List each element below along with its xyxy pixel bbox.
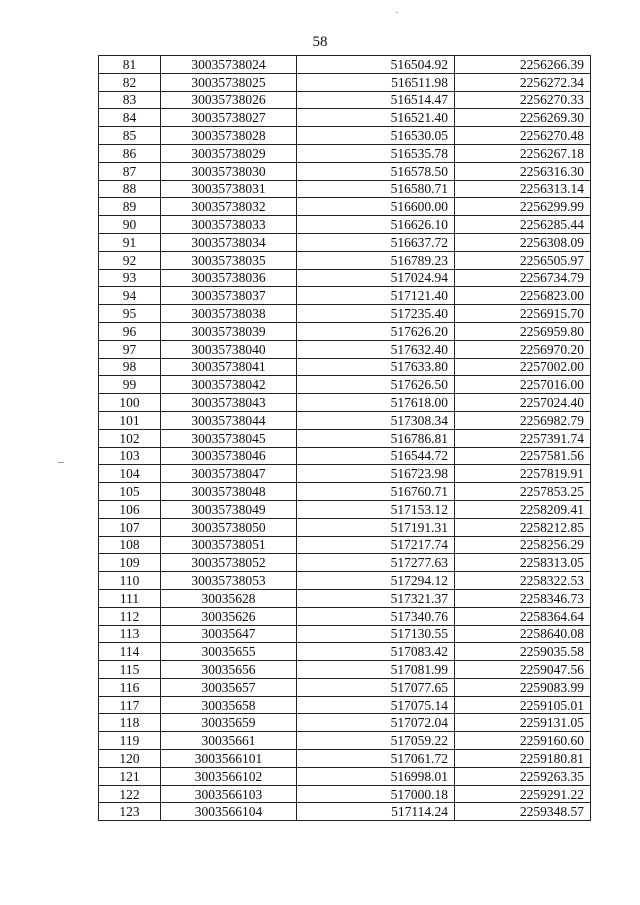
table-row	[99, 233, 591, 251]
coordinates-table-body	[99, 56, 591, 821]
table-row	[99, 429, 591, 447]
table-row	[99, 572, 591, 590]
point-number-cell: 122	[99, 785, 161, 803]
table-row	[99, 536, 591, 554]
y-coordinate-cell: 2258209.41	[455, 500, 591, 518]
y-coordinate-cell: 2256316.30	[455, 162, 591, 180]
y-coordinate-cell: 2256270.48	[455, 127, 591, 145]
point-number-cell: 93	[99, 269, 161, 287]
point-id-cell: 30035738048	[161, 483, 297, 501]
table-row	[99, 483, 591, 501]
point-number-cell: 87	[99, 162, 161, 180]
point-number-cell: 102	[99, 429, 161, 447]
point-number-cell: 110	[99, 572, 161, 590]
point-number-cell: 85	[99, 127, 161, 145]
point-id-cell: 3003566104	[161, 803, 297, 821]
x-coordinate-cell: 517235.40	[297, 305, 455, 323]
table-row	[99, 376, 591, 394]
y-coordinate-cell: 2259131.05	[455, 714, 591, 732]
point-number-cell: 106	[99, 500, 161, 518]
y-coordinate-cell: 2257002.00	[455, 358, 591, 376]
point-number-cell: 82	[99, 73, 161, 91]
point-id-cell: 30035655	[161, 643, 297, 661]
point-id-cell: 30035738052	[161, 554, 297, 572]
y-coordinate-cell: 2258212.85	[455, 518, 591, 536]
point-number-cell: 99	[99, 376, 161, 394]
point-number-cell: 97	[99, 340, 161, 358]
point-id-cell: 30035738051	[161, 536, 297, 554]
point-number-cell: 114	[99, 643, 161, 661]
table-row	[99, 251, 591, 269]
x-coordinate-cell: 516789.23	[297, 251, 455, 269]
point-number-cell: 107	[99, 518, 161, 536]
point-number-cell: 92	[99, 251, 161, 269]
point-number-cell: 98	[99, 358, 161, 376]
table-row	[99, 465, 591, 483]
point-id-cell: 3003566103	[161, 785, 297, 803]
x-coordinate-cell: 517277.63	[297, 554, 455, 572]
x-coordinate-cell: 517217.74	[297, 536, 455, 554]
table-row	[99, 340, 591, 358]
point-id-cell: 30035738035	[161, 251, 297, 269]
table-row	[99, 767, 591, 785]
x-coordinate-cell: 516637.72	[297, 233, 455, 251]
table-row	[99, 696, 591, 714]
point-id-cell: 30035738043	[161, 394, 297, 412]
y-coordinate-cell: 2259047.56	[455, 661, 591, 679]
table-row	[99, 162, 591, 180]
point-id-cell: 30035738050	[161, 518, 297, 536]
point-id-cell: 30035738027	[161, 109, 297, 127]
y-coordinate-cell: 2258256.29	[455, 536, 591, 554]
x-coordinate-cell: 516521.40	[297, 109, 455, 127]
x-coordinate-cell: 517633.80	[297, 358, 455, 376]
table-row	[99, 180, 591, 198]
x-coordinate-cell: 517130.55	[297, 625, 455, 643]
table-row	[99, 661, 591, 679]
y-coordinate-cell: 2259105.01	[455, 696, 591, 714]
y-coordinate-cell: 2258640.08	[455, 625, 591, 643]
x-coordinate-cell: 517121.40	[297, 287, 455, 305]
point-id-cell: 30035738032	[161, 198, 297, 216]
y-coordinate-cell: 2258322.53	[455, 572, 591, 590]
table-row	[99, 287, 591, 305]
y-coordinate-cell: 2259035.58	[455, 643, 591, 661]
point-id-cell: 30035738039	[161, 322, 297, 340]
point-number-cell: 105	[99, 483, 161, 501]
point-id-cell: 30035738026	[161, 91, 297, 109]
point-number-cell: 103	[99, 447, 161, 465]
point-id-cell: 30035738024	[161, 56, 297, 74]
point-id-cell: 30035738045	[161, 429, 297, 447]
y-coordinate-cell: 2256915.70	[455, 305, 591, 323]
point-id-cell: 30035738041	[161, 358, 297, 376]
x-coordinate-cell: 516530.05	[297, 127, 455, 145]
y-coordinate-cell: 2256285.44	[455, 216, 591, 234]
point-number-cell: 113	[99, 625, 161, 643]
point-number-cell: 91	[99, 233, 161, 251]
table-row	[99, 678, 591, 696]
table-row	[99, 518, 591, 536]
point-id-cell: 30035738028	[161, 127, 297, 145]
point-id-cell: 3003566101	[161, 750, 297, 768]
table-row	[99, 785, 591, 803]
x-coordinate-cell: 517618.00	[297, 394, 455, 412]
y-coordinate-cell: 2257024.40	[455, 394, 591, 412]
table-row	[99, 554, 591, 572]
table-row	[99, 91, 591, 109]
x-coordinate-cell: 517075.14	[297, 696, 455, 714]
point-number-cell: 100	[99, 394, 161, 412]
table-row	[99, 56, 591, 74]
table-row	[99, 447, 591, 465]
point-id-cell: 30035738025	[161, 73, 297, 91]
table-row	[99, 305, 591, 323]
table-row	[99, 625, 591, 643]
point-id-cell: 30035628	[161, 589, 297, 607]
point-number-cell: 115	[99, 661, 161, 679]
margin-mark	[58, 462, 64, 463]
point-number-cell: 101	[99, 411, 161, 429]
point-id-cell: 30035738049	[161, 500, 297, 518]
x-coordinate-cell: 517308.34	[297, 411, 455, 429]
point-id-cell: 30035738037	[161, 287, 297, 305]
x-coordinate-cell: 517000.18	[297, 785, 455, 803]
point-number-cell: 118	[99, 714, 161, 732]
y-coordinate-cell: 2256970.20	[455, 340, 591, 358]
x-coordinate-cell: 517061.72	[297, 750, 455, 768]
point-id-cell: 30035738036	[161, 269, 297, 287]
y-coordinate-cell: 2256959.80	[455, 322, 591, 340]
x-coordinate-cell: 517632.40	[297, 340, 455, 358]
point-number-cell: 86	[99, 144, 161, 162]
point-number-cell: 83	[99, 91, 161, 109]
y-coordinate-cell: 2259263.35	[455, 767, 591, 785]
point-id-cell: 3003566102	[161, 767, 297, 785]
y-coordinate-cell: 2257581.56	[455, 447, 591, 465]
table-row	[99, 144, 591, 162]
x-coordinate-cell: 517191.31	[297, 518, 455, 536]
point-number-cell: 112	[99, 607, 161, 625]
y-coordinate-cell: 2258346.73	[455, 589, 591, 607]
point-number-cell: 111	[99, 589, 161, 607]
point-id-cell: 30035738029	[161, 144, 297, 162]
point-number-cell: 96	[99, 322, 161, 340]
point-number-cell: 116	[99, 678, 161, 696]
y-coordinate-cell: 2256308.09	[455, 233, 591, 251]
point-number-cell: 88	[99, 180, 161, 198]
x-coordinate-cell: 517077.65	[297, 678, 455, 696]
coordinates-table-container	[98, 55, 590, 821]
point-number-cell: 94	[99, 287, 161, 305]
x-coordinate-cell: 516998.01	[297, 767, 455, 785]
table-row	[99, 394, 591, 412]
table-row	[99, 714, 591, 732]
point-id-cell: 30035647	[161, 625, 297, 643]
y-coordinate-cell: 2256267.18	[455, 144, 591, 162]
point-number-cell: 90	[99, 216, 161, 234]
point-number-cell: 89	[99, 198, 161, 216]
table-row	[99, 732, 591, 750]
x-coordinate-cell: 517083.42	[297, 643, 455, 661]
table-row	[99, 411, 591, 429]
y-coordinate-cell: 2259348.57	[455, 803, 591, 821]
x-coordinate-cell: 517072.04	[297, 714, 455, 732]
table-row	[99, 73, 591, 91]
y-coordinate-cell: 2256313.14	[455, 180, 591, 198]
x-coordinate-cell: 516723.98	[297, 465, 455, 483]
y-coordinate-cell: 2257853.25	[455, 483, 591, 501]
point-id-cell: 30035738042	[161, 376, 297, 394]
scan-artifact	[396, 12, 398, 13]
y-coordinate-cell: 2259083.99	[455, 678, 591, 696]
point-id-cell: 30035657	[161, 678, 297, 696]
x-coordinate-cell: 516535.78	[297, 144, 455, 162]
table-row	[99, 589, 591, 607]
point-id-cell: 30035738033	[161, 216, 297, 234]
point-id-cell: 30035738053	[161, 572, 297, 590]
table-row	[99, 358, 591, 376]
point-id-cell: 30035738040	[161, 340, 297, 358]
y-coordinate-cell: 2259180.81	[455, 750, 591, 768]
x-coordinate-cell: 516760.71	[297, 483, 455, 501]
point-id-cell: 30035738047	[161, 465, 297, 483]
point-number-cell: 81	[99, 56, 161, 74]
point-id-cell: 30035738034	[161, 233, 297, 251]
x-coordinate-cell: 517626.50	[297, 376, 455, 394]
page-number: 58	[312, 34, 328, 50]
x-coordinate-cell: 517081.99	[297, 661, 455, 679]
x-coordinate-cell: 517153.12	[297, 500, 455, 518]
y-coordinate-cell: 2259160.60	[455, 732, 591, 750]
x-coordinate-cell: 516511.98	[297, 73, 455, 91]
x-coordinate-cell: 516786.81	[297, 429, 455, 447]
y-coordinate-cell: 2256982.79	[455, 411, 591, 429]
y-coordinate-cell: 2258313.05	[455, 554, 591, 572]
table-row	[99, 500, 591, 518]
table-row	[99, 803, 591, 821]
y-coordinate-cell: 2256266.39	[455, 56, 591, 74]
coordinates-table	[98, 55, 591, 821]
x-coordinate-cell: 516504.92	[297, 56, 455, 74]
y-coordinate-cell: 2256299.99	[455, 198, 591, 216]
point-id-cell: 30035738046	[161, 447, 297, 465]
table-row	[99, 607, 591, 625]
point-id-cell: 30035659	[161, 714, 297, 732]
x-coordinate-cell: 517321.37	[297, 589, 455, 607]
x-coordinate-cell: 517294.12	[297, 572, 455, 590]
x-coordinate-cell: 517024.94	[297, 269, 455, 287]
x-coordinate-cell: 517059.22	[297, 732, 455, 750]
y-coordinate-cell: 2256734.79	[455, 269, 591, 287]
point-id-cell: 30035661	[161, 732, 297, 750]
point-number-cell: 84	[99, 109, 161, 127]
x-coordinate-cell: 517626.20	[297, 322, 455, 340]
y-coordinate-cell: 2257819.91	[455, 465, 591, 483]
point-id-cell: 30035738030	[161, 162, 297, 180]
point-number-cell: 120	[99, 750, 161, 768]
table-row	[99, 322, 591, 340]
y-coordinate-cell: 2256270.33	[455, 91, 591, 109]
y-coordinate-cell: 2256272.34	[455, 73, 591, 91]
x-coordinate-cell: 517114.24	[297, 803, 455, 821]
point-number-cell: 108	[99, 536, 161, 554]
point-number-cell: 121	[99, 767, 161, 785]
x-coordinate-cell: 516578.50	[297, 162, 455, 180]
x-coordinate-cell: 517340.76	[297, 607, 455, 625]
point-id-cell: 30035738044	[161, 411, 297, 429]
point-id-cell: 30035738031	[161, 180, 297, 198]
table-row	[99, 750, 591, 768]
point-number-cell: 117	[99, 696, 161, 714]
table-row	[99, 198, 591, 216]
y-coordinate-cell: 2258364.64	[455, 607, 591, 625]
point-id-cell: 30035658	[161, 696, 297, 714]
y-coordinate-cell: 2257016.00	[455, 376, 591, 394]
point-number-cell: 119	[99, 732, 161, 750]
point-id-cell: 30035656	[161, 661, 297, 679]
y-coordinate-cell: 2256823.00	[455, 287, 591, 305]
table-row	[99, 643, 591, 661]
x-coordinate-cell: 516514.47	[297, 91, 455, 109]
point-id-cell: 30035626	[161, 607, 297, 625]
y-coordinate-cell: 2257391.74	[455, 429, 591, 447]
y-coordinate-cell: 2256269.30	[455, 109, 591, 127]
y-coordinate-cell: 2256505.97	[455, 251, 591, 269]
point-number-cell: 95	[99, 305, 161, 323]
point-number-cell: 109	[99, 554, 161, 572]
table-row	[99, 216, 591, 234]
point-number-cell: 104	[99, 465, 161, 483]
x-coordinate-cell: 516626.10	[297, 216, 455, 234]
x-coordinate-cell: 516600.00	[297, 198, 455, 216]
point-number-cell: 123	[99, 803, 161, 821]
x-coordinate-cell: 516544.72	[297, 447, 455, 465]
y-coordinate-cell: 2259291.22	[455, 785, 591, 803]
table-row	[99, 109, 591, 127]
table-row	[99, 127, 591, 145]
table-row	[99, 269, 591, 287]
x-coordinate-cell: 516580.71	[297, 180, 455, 198]
point-id-cell: 30035738038	[161, 305, 297, 323]
